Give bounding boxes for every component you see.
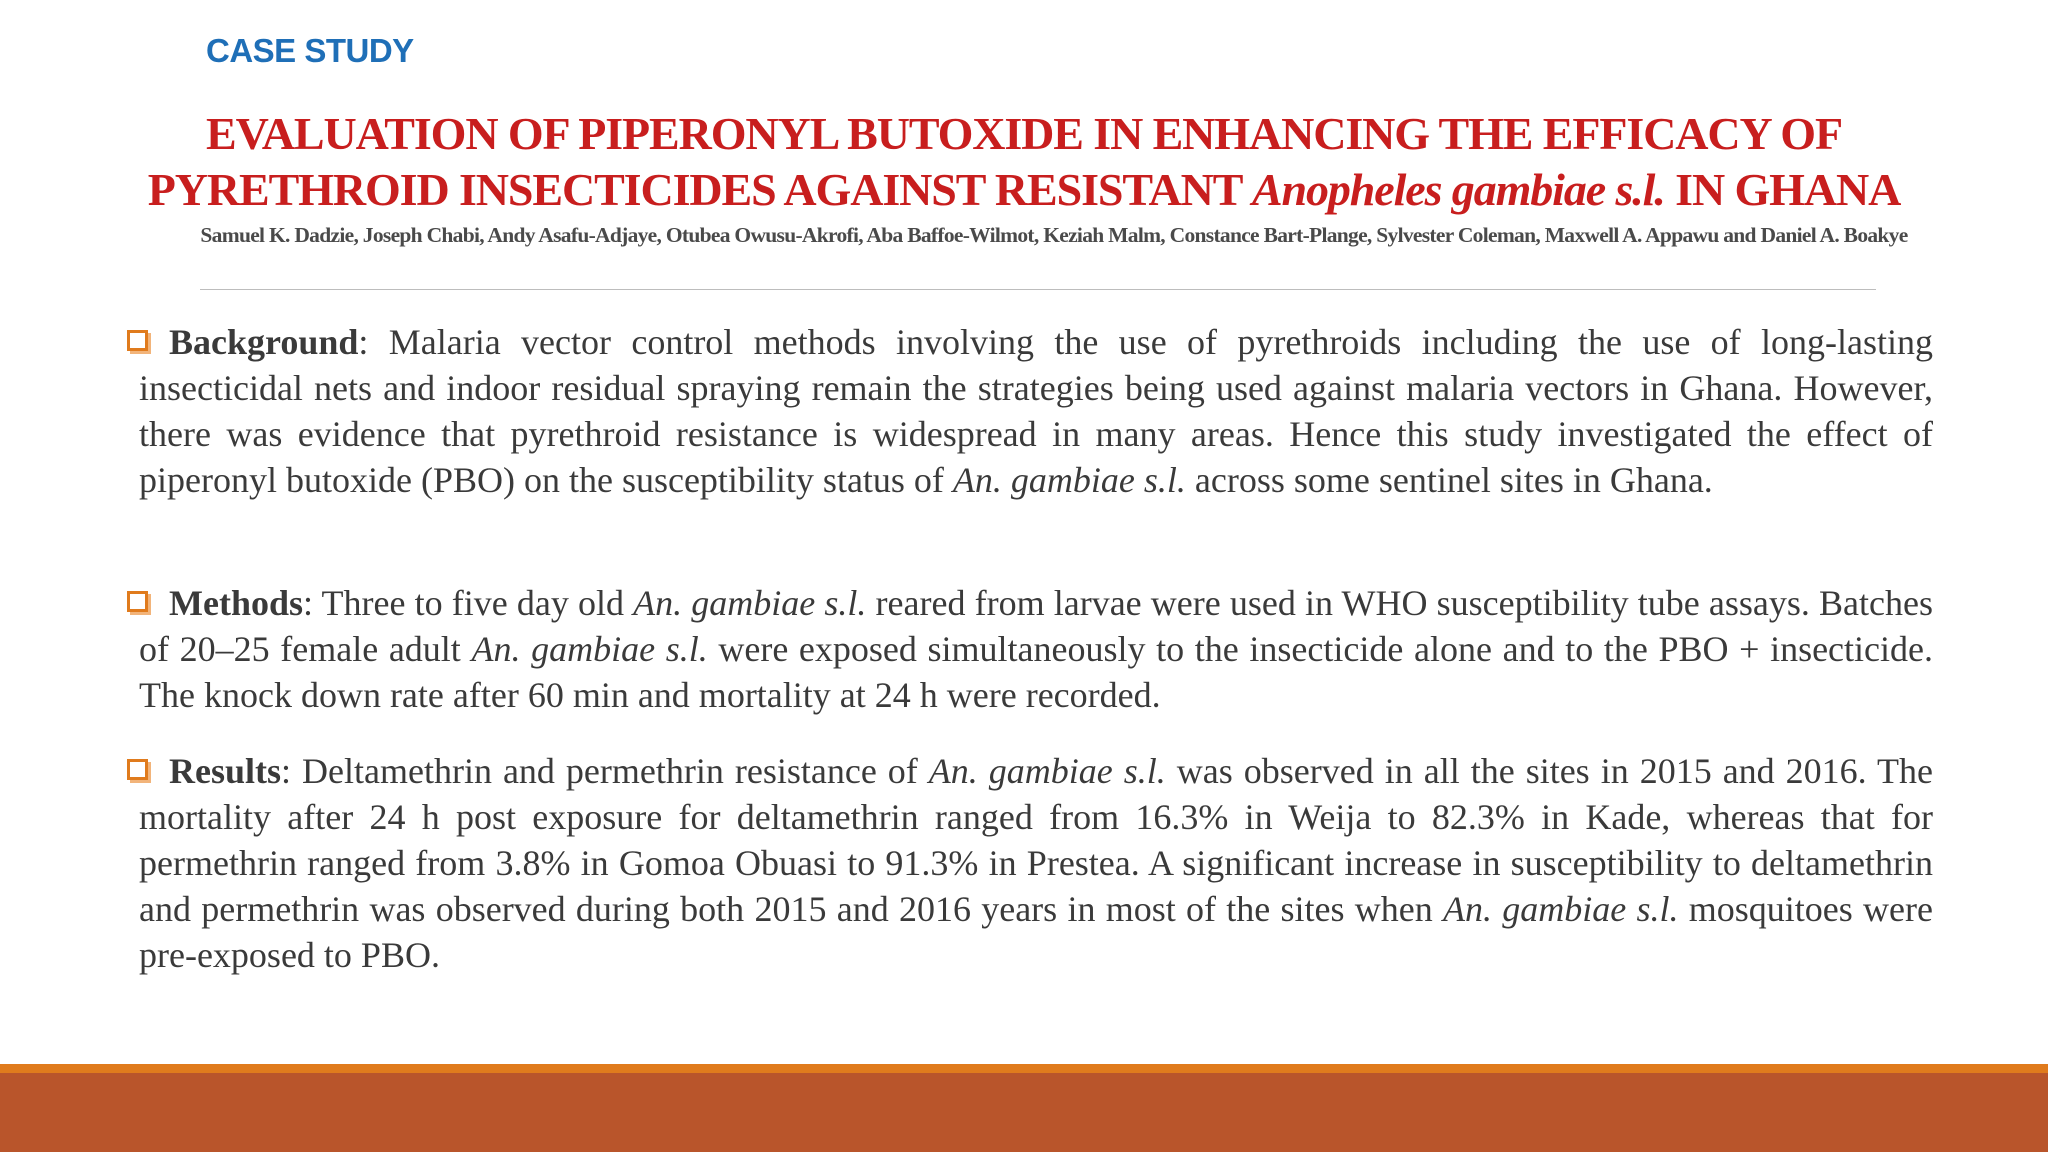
- background-text-1: : Malaria vector control methods involving the use of pyrethroids including the use of long-lasting insecticidal nets and indoor residual spraying remain the strategies being used against malaria vectors in Ghana. However, there was evidence that pyrethroid resistance is widespread in many areas. Hence this study investigated the effect of piperonyl butoxide (PBO) on the susceptibility status of: [139, 322, 1933, 500]
- results-species-2: An. gambiae s.l.: [1443, 889, 1679, 929]
- methods-text-1: : Three to five day old: [303, 583, 634, 623]
- title-species: Anopheles gambiae s.l.: [1251, 164, 1665, 215]
- background-species: An. gambiae s.l.: [952, 460, 1186, 500]
- results-text-3: mosquitoes were pre-exposed to PBO.: [139, 889, 1933, 975]
- title-line-2-prefix: PYRETHROID INSECTICIDES AGAINST RESISTANT: [147, 164, 1252, 215]
- background-heading: Background: [169, 322, 359, 362]
- methods-text-2: reared from larvae were used in WHO susceptibility tube assays. Batches of 20–25 female adult: [139, 583, 1933, 669]
- results-heading: Results: [169, 751, 282, 791]
- methods-species-1: An. gambiae s.l.: [633, 583, 867, 623]
- footer-band: [0, 1073, 2048, 1152]
- title-line-1-text: EVALUATION OF PIPERONYL BUTOXIDE IN ENHANCING THE EFFICACY OF: [206, 108, 1842, 159]
- background-paragraph: [139, 319, 1933, 503]
- results-paragraph: [139, 748, 1933, 978]
- results-species-1: An. gambiae s.l.: [928, 751, 1166, 791]
- title-line-1: [120, 106, 1928, 162]
- title-divider: [200, 289, 1876, 290]
- results-text-2: was observed in all the sites in 2015 and 2016. The mortality after 24 h post exposure for deltamethrin ranged from 16.3% in Weija to 82.3% in Kade, whereas that for permethrin ranged from 3.8% in Gomoa Obuasi to 91.3% in Prestea. A significant increase in susceptibility to deltamethrin and permethrin was observed during both 2015 and 2016 years in most of the sites when: [139, 751, 1933, 929]
- methods-text-3: were exposed simultaneously to the insecticide alone and to the PBO + insecticide. The knock down rate after 60 min and mortality at 24 h were recorded.: [139, 629, 1934, 715]
- title-line-2-suffix: IN GHANA: [1664, 164, 1901, 215]
- methods-species-2: An. gambiae s.l.: [471, 629, 708, 669]
- background-text-2: across some sentinel sites in Ghana.: [1185, 460, 1713, 500]
- results-text-1: : Deltamethrin and permethrin resistance of: [281, 751, 929, 791]
- footer-accent-stripe: [0, 1064, 2048, 1073]
- case-study-label: CASE STUDY: [206, 32, 414, 69]
- methods-paragraph: [139, 580, 1933, 718]
- title-line-2: [120, 162, 1928, 218]
- author-list: Samuel K. Dadzie, Joseph Chabi, Andy Asafu-Adjaye, Otubea Owusu-Akrofi, Aba Baffoe-Wilmot, Keziah Malm, Constance Bart-Plange, Sylvester Coleman, Maxwell A. Appawu and Daniel A. Boakye: [200, 223, 1908, 247]
- methods-heading: Methods: [169, 583, 303, 623]
